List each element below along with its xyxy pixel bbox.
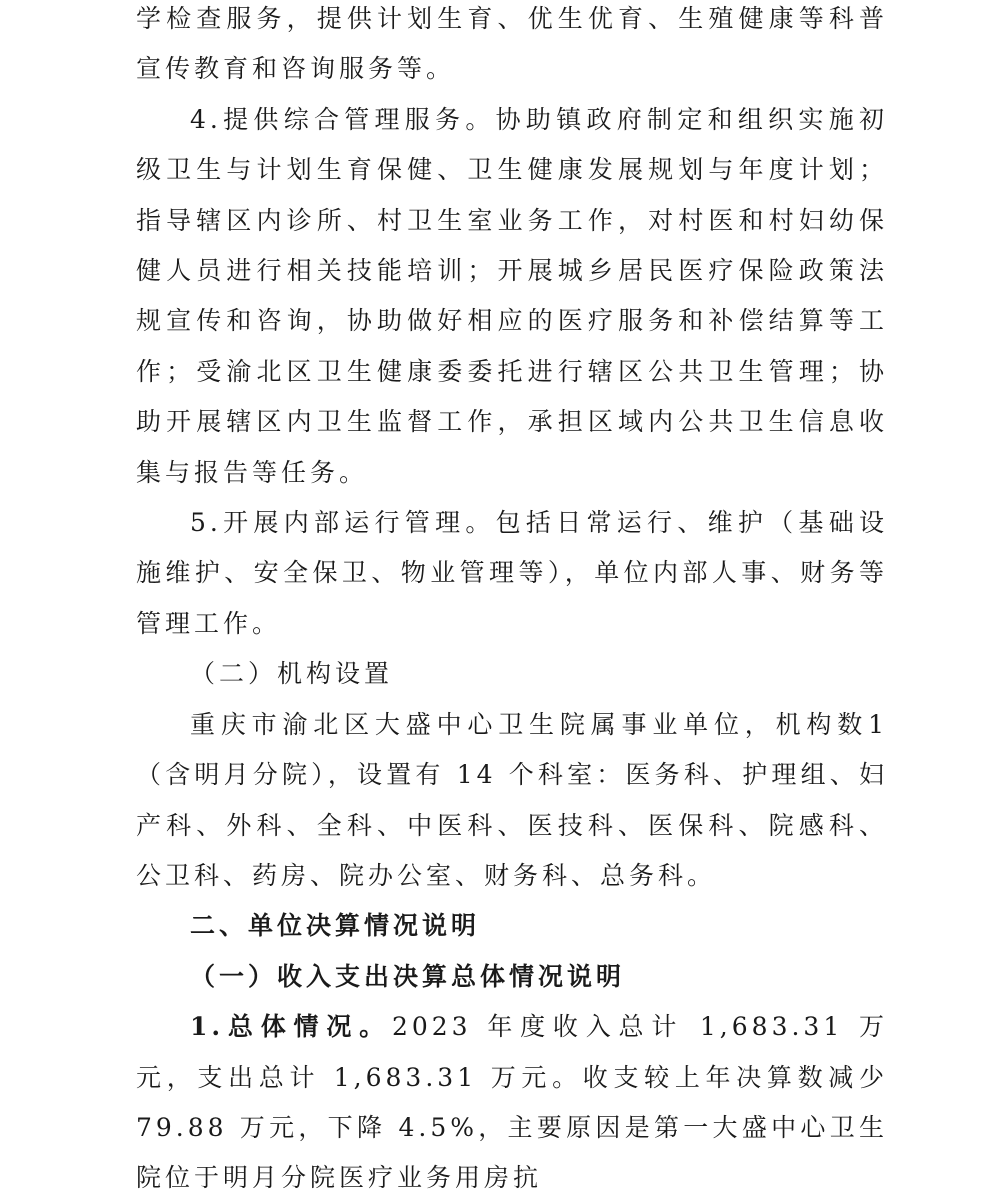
overall-situation-text: 2023 年度收入总计 1,683.31 万元，支出总计 1,683.31 万元。收支较上年决算数减少 79.88 万元，下降 4.5%，主要原因是第一大盛中心卫生院位于明月分院医疗业务用房抗	[136, 1012, 888, 1193]
paragraph-internal-operation: 5.开展内部运行管理。包括日常运行、维护（基础设施维护、安全保卫、物业管理等），单位内部人事、财务等管理工作。	[136, 508, 888, 638]
paragraph-management-service: 4.提供综合管理服务。协助镇政府制定和组织实施初级卫生与计划生育保健、卫生健康发展规划与年度计划；指导辖区内诊所、村卫生室业务工作，对村医和村妇幼保健人员进行相关技能培训；开展城乡居民医疗保险政策法规宣传和咨询，协助做好相应的医疗服务和补偿结算等工作；受渝北区卫生健康委委托进行辖区公共卫生管理；协助开展辖区内卫生监督工作，承担区域内公共卫生信息收集与报告等任务。	[136, 104, 888, 487]
paragraph-organization-details: 重庆市渝北区大盛中心卫生院属事业单位，机构数1（含明月分院），设置有 14 个科室：医务科、护理组、妇产科、外科、全科、中医科、医技科、医保科、院感科、公卫科、药房、院办公室、财务科、总务科。	[136, 709, 888, 890]
heading-income-expense-overview: （一）收入支出决算总体情况说明	[190, 961, 626, 991]
paragraph-overall-situation	[136, 1002, 888, 1204]
heading-section-two: 二、单位决算情况说明	[190, 911, 481, 941]
paragraph-service-continuation: 学检查服务，提供计划生育、优生优育、生殖健康等科普宣传教育和咨询服务等。	[136, 4, 888, 84]
heading-organization-setup: （二）机构设置	[190, 659, 394, 689]
document-page	[136, 0, 888, 1204]
overall-situation-label: 1.总体情况。	[190, 1012, 392, 1042]
